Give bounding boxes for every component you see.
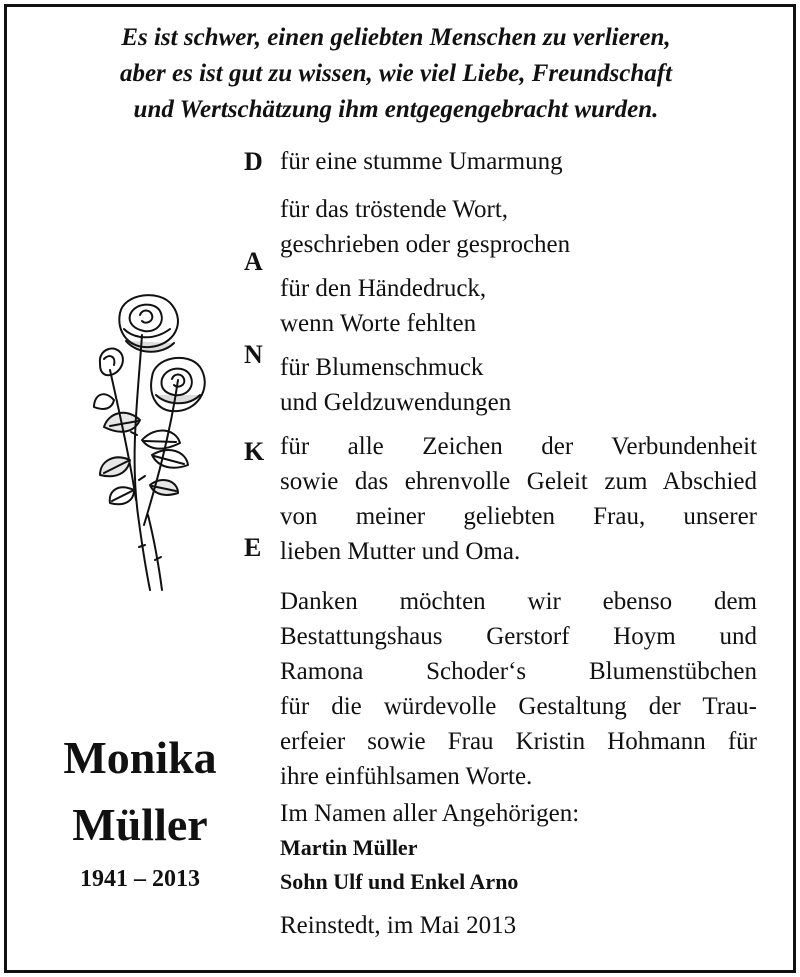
signature-name-2: Sohn Ulf und Enkel Arno: [280, 869, 519, 894]
acrostic-letter-d: D: [244, 147, 263, 176]
quote-line: Es ist schwer, einen geliebten Menschen zu verlieren,: [121, 24, 671, 51]
acrostic-letter-k: K: [244, 437, 265, 466]
opening-quote: [0, 20, 792, 128]
item-line: für den Händedruck,: [280, 275, 487, 302]
paragraph-line: ihre einfühlsamen Worte.: [280, 763, 533, 790]
paragraph-line: Ramona Schoder‘s Blumenstübchen: [280, 658, 757, 685]
deceased-last-name: Müller: [72, 799, 208, 850]
life-years: 1941 – 2013: [80, 866, 200, 892]
quote-line: aber es ist gut zu wissen, wie viel Liebe, Freundschaft: [119, 60, 673, 87]
thanks-paragraph: [280, 584, 757, 794]
thanks-item-word: [280, 192, 757, 262]
thanks-item-solidarity: [280, 429, 757, 569]
item-line: für das tröstende Wort,: [280, 196, 509, 223]
quote-line: und Wertschätzung ihm entgegengebracht wurden.: [133, 96, 659, 123]
item-line: von meiner geliebten Frau, unserer: [280, 503, 757, 530]
item-line: für Blumenschmuck: [280, 354, 484, 381]
acrostic-letter-a: A: [244, 247, 263, 276]
signature-block: [280, 797, 757, 899]
thanks-item-embrace: [280, 144, 757, 179]
item-line: und Geldzuwendungen: [280, 389, 512, 416]
rose-illustration-icon: [90, 285, 220, 595]
paragraph-line: Danken möchten wir ebenso dem: [280, 588, 757, 615]
item-line: sowie das ehrenvolle Geleit zum Abschied: [280, 468, 757, 495]
item-line: für eine stumme Umarmung: [280, 148, 563, 175]
paragraph-line: Bestattungshaus Gerstorf Hoym und: [280, 623, 757, 650]
acrostic-letter-n: N: [244, 340, 263, 369]
paragraph-line: für die würdevolle Gestaltung der Trau-: [280, 693, 757, 720]
item-line: wenn Worte fehlten: [280, 310, 477, 337]
signature-name-1: Martin Müller: [280, 835, 418, 860]
deceased-first-name: Monika: [63, 732, 217, 783]
item-line: für alle Zeichen der Verbundenheit: [280, 433, 757, 460]
thanks-item-flowers: [280, 350, 757, 420]
place-date: Reinstedt, im Mai 2013: [280, 912, 517, 939]
item-line: geschrieben oder gesprochen: [280, 231, 571, 258]
thanks-item-handshake: [280, 271, 757, 341]
item-line: lieben Mutter und Oma.: [280, 538, 521, 565]
signature-intro: Im Namen aller Angehörigen:: [280, 800, 580, 827]
paragraph-line: erfeier sowie Frau Kristin Hohmann für: [280, 728, 757, 755]
acrostic-letter-e: E: [244, 533, 262, 562]
